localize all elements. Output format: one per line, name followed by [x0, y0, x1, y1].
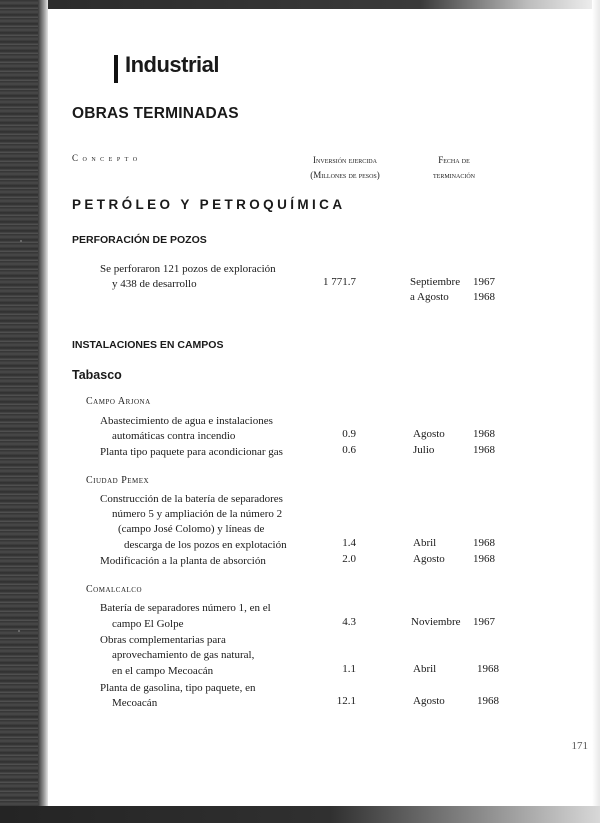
scan-edge-right — [592, 0, 600, 823]
pemex-item1-value: 1.4 — [342, 537, 356, 549]
field-heading-ciudad-pemex: Ciudad Pemex — [86, 475, 150, 486]
column-header-inversion-line1: Inversión ejercida — [313, 155, 377, 165]
comalcalco-item1-year: 1967 — [473, 616, 495, 628]
perforacion-year-start: 1967 — [473, 276, 495, 288]
comalcalco-item2-line2: aprovechamiento de gas natural, — [112, 649, 255, 661]
pemex-item1-line4: descarga de los pozos en explotación — [124, 539, 287, 551]
column-header-fecha — [414, 153, 494, 183]
scan-edge-top — [0, 0, 600, 9]
comalcalco-item2-value: 1.1 — [342, 663, 356, 675]
group-heading-instalaciones: INSTALACIONES EN CAMPOS — [72, 339, 224, 351]
arjona-item2-year: 1968 — [473, 444, 495, 456]
pemex-item2: Modificación a la planta de absorción — [100, 555, 266, 567]
field-heading-campo-arjona: Campo Arjona — [86, 396, 151, 407]
section-title-bar — [114, 55, 118, 83]
comalcalco-item2-line1: Obras complementarias para — [100, 634, 226, 646]
page-number: 171 — [571, 740, 588, 752]
scan-speck — [20, 240, 22, 242]
comalcalco-item3-month: Agosto — [413, 695, 445, 707]
arjona-item1-year: 1968 — [473, 428, 495, 440]
main-heading: OBRAS TERMINADAS — [72, 105, 239, 122]
arjona-item2-month: Julio — [413, 444, 435, 456]
pemex-item2-value: 2.0 — [342, 553, 356, 565]
comalcalco-item3-line1: Planta de gasolina, tipo paquete, en — [100, 682, 256, 694]
pemex-item1-line3: (campo José Colomo) y líneas de — [118, 523, 265, 535]
comalcalco-item3-value: 12.1 — [336, 695, 356, 707]
field-heading-comalcalco: Comalcalco — [86, 584, 143, 595]
comalcalco-item3-year: 1968 — [477, 695, 499, 707]
perforacion-month-end: a Agosto — [410, 291, 449, 303]
pemex-item2-month: Agosto — [413, 553, 445, 565]
column-header-inversion — [296, 153, 394, 183]
comalcalco-item1-value: 4.3 — [342, 616, 356, 628]
arjona-item1-value: 0.9 — [342, 428, 356, 440]
comalcalco-item3-line2: Mecoacán — [112, 697, 158, 709]
comalcalco-item1-month: Noviembre — [411, 616, 461, 628]
perforacion-line2: y 438 de desarrollo — [112, 278, 197, 290]
arjona-item2-value: 0.6 — [342, 444, 356, 456]
perforacion-value: 1 771.7 — [323, 276, 356, 288]
column-header-fecha-line2: terminación — [433, 170, 475, 180]
pemex-item1-month: Abril — [413, 537, 437, 549]
arjona-item1-month: Agosto — [413, 428, 445, 440]
pemex-item1-line1: Construcción de la batería de separadores — [100, 493, 283, 505]
pemex-item2-year: 1968 — [473, 553, 495, 565]
pemex-item1-year: 1968 — [473, 537, 495, 549]
pemex-item1-line2: número 5 y ampliación de la número 2 — [112, 508, 283, 520]
comalcalco-item2-line3: en el campo Mecoacán — [112, 665, 214, 677]
arjona-item2: Planta tipo paquete para acondicionar gas — [100, 446, 283, 458]
comalcalco-item1-line1: Batería de separadores número 1, en el — [100, 602, 271, 614]
section-title: Industrial — [125, 52, 220, 77]
scan-edge-bottom — [0, 806, 600, 823]
column-header-concepto: Concepto — [72, 153, 142, 163]
arjona-item1-line1: Abastecimiento de agua e instalaciones — [100, 415, 273, 427]
group-heading-perforacion: PERFORACIÓN DE POZOS — [72, 234, 207, 246]
subsector-heading: PETRÓLEO Y PETROQUÍMICA — [72, 197, 346, 212]
comalcalco-item2-year: 1968 — [477, 663, 499, 675]
perforacion-month-start: Septiembre — [410, 276, 461, 288]
comalcalco-item1-line2: campo El Golpe — [112, 618, 184, 630]
arjona-item1-line2: automáticas contra incendio — [112, 430, 236, 442]
column-header-fecha-line1: Fecha de — [438, 155, 470, 165]
perforacion-year-end: 1968 — [473, 291, 495, 303]
comalcalco-item2-month: Abril — [413, 663, 437, 675]
scan-edge-left-shadow — [38, 0, 48, 823]
region-heading: Tabasco — [72, 368, 122, 382]
scan-speck — [18, 630, 20, 632]
column-header-inversion-line2: (Millones de pesos) — [310, 170, 380, 180]
perforacion-line1: Se perforaron 121 pozos de exploración — [100, 263, 276, 275]
